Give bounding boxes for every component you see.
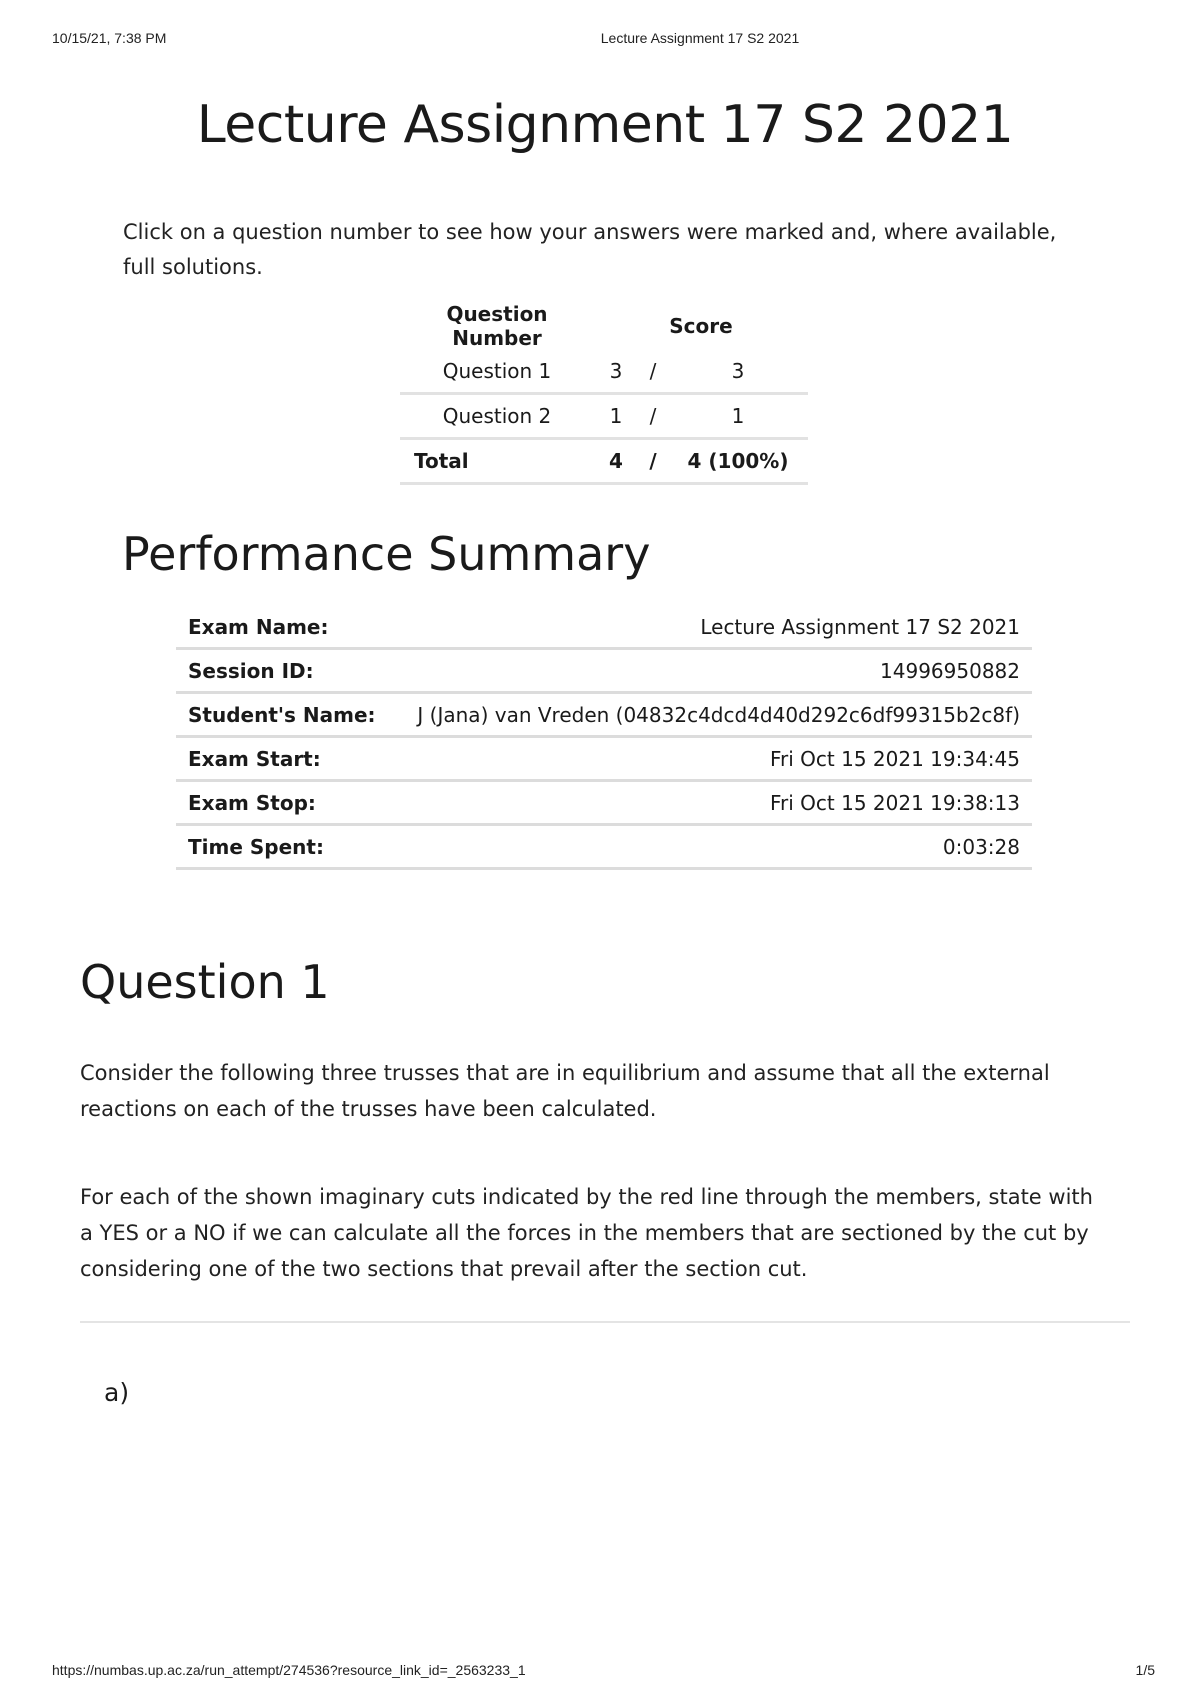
summary-row [176, 825, 1032, 869]
intro-text: Click on a question number to see how your answers were marked and, where available, full solutions. [123, 220, 1057, 279]
part-a-label: a) [104, 1378, 130, 1407]
print-page-number: 1/5 [1135, 1662, 1155, 1678]
summary-value: J (Jana) van Vreden (04832c4dcd4d40d292c6df99315b2c8f) [388, 693, 1032, 737]
summary-value: Fri Oct 15 2021 19:38:13 [388, 781, 1032, 825]
header-question-number: Question Number [446, 302, 548, 350]
score-row[interactable] [400, 350, 808, 394]
print-footer [0, 1662, 1200, 1682]
score-max: 1 [668, 394, 808, 439]
summary-label: Time Spent: [176, 825, 388, 869]
summary-row [176, 693, 1032, 737]
score-row[interactable] [400, 394, 808, 439]
score-value: 3 [594, 350, 638, 394]
question-link[interactable]: Question 2 [400, 394, 594, 439]
score-value: 1 [594, 394, 638, 439]
summary-row [176, 649, 1032, 693]
total-max: 4 (100%) [668, 439, 808, 484]
section-divider [80, 1321, 1130, 1323]
question-1-paragraph-1: Consider the following three trusses that are in equilibrium and assume that all the external reactions on each of the trusses have been calculated. [80, 1061, 1050, 1121]
header-score: Score [669, 314, 733, 338]
print-datetime: 10/15/21, 7:38 PM [52, 30, 167, 46]
print-doc-title: Lecture Assignment 17 S2 2021 [600, 30, 800, 46]
total-score: 4 [594, 439, 638, 484]
score-max: 3 [668, 350, 808, 394]
performance-summary-heading: Performance Summary [122, 527, 651, 581]
summary-row [176, 606, 1032, 649]
summary-label: Exam Name: [176, 606, 388, 649]
score-table [400, 302, 808, 485]
summary-label: Exam Start: [176, 737, 388, 781]
summary-value: 14996950882 [388, 649, 1032, 693]
question-link[interactable]: Question 1 [400, 350, 594, 394]
page-title: Lecture Assignment 17 S2 2021 [196, 95, 1014, 155]
summary-value: 0:03:28 [388, 825, 1032, 869]
summary-value: Fri Oct 15 2021 19:34:45 [388, 737, 1032, 781]
print-header [0, 30, 1200, 50]
score-total-row [400, 439, 808, 484]
total-separator: / [638, 439, 668, 484]
summary-label: Session ID: [176, 649, 388, 693]
score-separator: / [638, 350, 668, 394]
question-1-paragraph-2: For each of the shown imaginary cuts indicated by the red line through the members, state with a YES or a NO if we can calculate all the forces in the members that are sectioned by the cut by considering one of the two sections that prevail after the section cut. [80, 1185, 1093, 1281]
summary-label: Exam Stop: [176, 781, 388, 825]
summary-label: Student's Name: [176, 693, 388, 737]
summary-row [176, 781, 1032, 825]
summary-value: Lecture Assignment 17 S2 2021 [388, 606, 1032, 649]
summary-row [176, 737, 1032, 781]
performance-summary-table [176, 606, 1032, 870]
total-label: Total [400, 439, 594, 484]
score-separator: / [638, 394, 668, 439]
question-1-heading: Question 1 [80, 955, 330, 1009]
print-url: https://numbas.up.ac.za/run_attempt/274536?resource_link_id=_2563233_1 [52, 1662, 526, 1678]
